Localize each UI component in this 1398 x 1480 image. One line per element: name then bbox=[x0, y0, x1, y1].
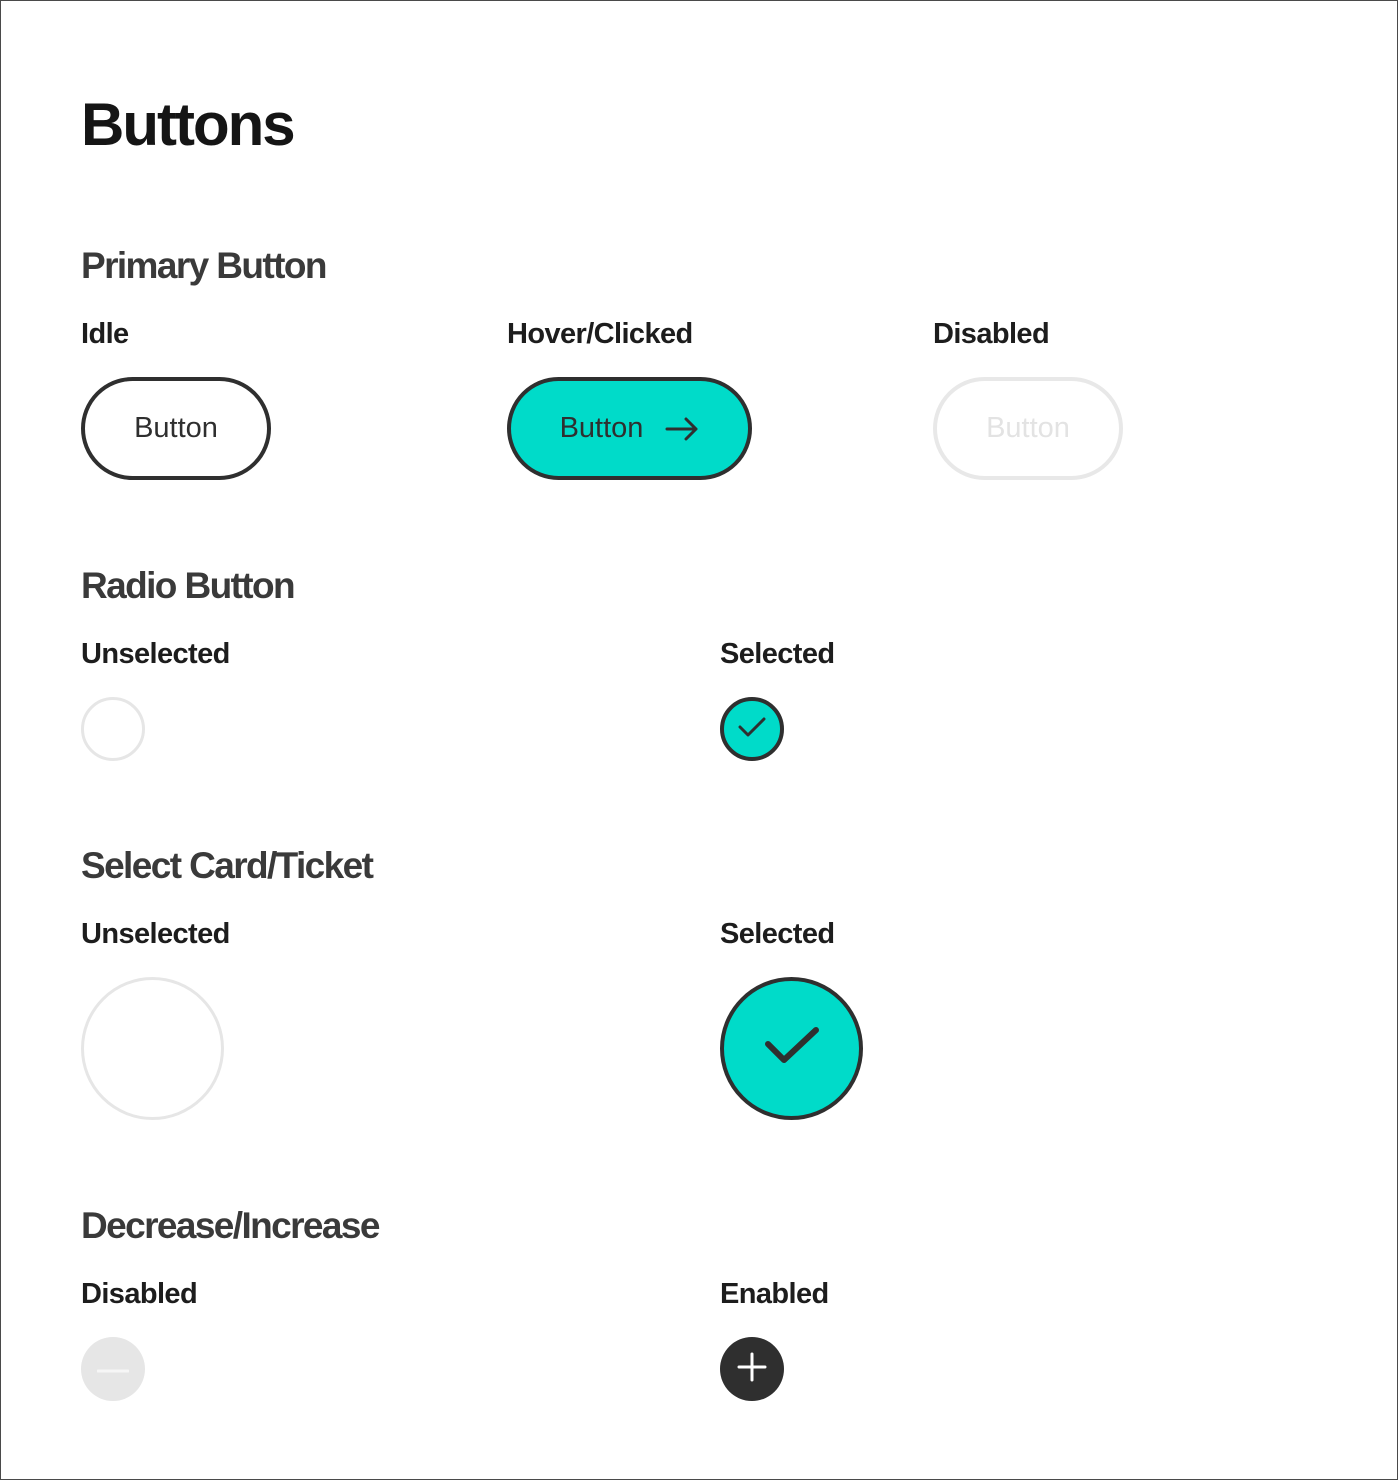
state-label-hover: Hover/Clicked bbox=[507, 318, 693, 350]
page-title: Buttons bbox=[81, 91, 294, 158]
state-label-stepper-enabled: Enabled bbox=[720, 1278, 829, 1310]
state-label-radio-unselected: Unselected bbox=[81, 638, 230, 670]
state-label-card-unselected: Unselected bbox=[81, 918, 230, 950]
state-label-disabled: Disabled bbox=[933, 318, 1050, 350]
primary-button-hover-label: Button bbox=[559, 412, 644, 444]
minus-icon bbox=[97, 1360, 129, 1378]
section-title-select-card: Select Card/Ticket bbox=[81, 845, 373, 886]
check-icon bbox=[764, 1026, 820, 1071]
plus-icon bbox=[737, 1352, 767, 1387]
primary-button-idle-label: Button bbox=[134, 412, 218, 444]
state-label-card-selected: Selected bbox=[720, 918, 835, 950]
primary-button-disabled bbox=[933, 377, 1123, 480]
primary-button-disabled-label: Button bbox=[986, 412, 1070, 444]
radio-selected[interactable] bbox=[720, 697, 784, 761]
select-card-selected[interactable] bbox=[720, 977, 863, 1120]
select-card-unselected[interactable] bbox=[81, 977, 224, 1120]
primary-button-idle[interactable] bbox=[81, 377, 271, 480]
section-title-primary-button: Primary Button bbox=[81, 245, 326, 286]
decrease-button bbox=[81, 1337, 145, 1401]
radio-unselected[interactable] bbox=[81, 697, 145, 761]
state-label-idle: Idle bbox=[81, 318, 129, 350]
section-title-stepper: Decrease/Increase bbox=[81, 1205, 379, 1246]
section-title-radio-button: Radio Button bbox=[81, 565, 295, 606]
check-icon bbox=[737, 716, 767, 743]
arrow-right-icon bbox=[665, 417, 699, 441]
state-label-radio-selected: Selected bbox=[720, 638, 835, 670]
increase-button[interactable] bbox=[720, 1337, 784, 1401]
state-label-stepper-disabled: Disabled bbox=[81, 1278, 198, 1310]
primary-button-hover[interactable] bbox=[507, 377, 752, 480]
